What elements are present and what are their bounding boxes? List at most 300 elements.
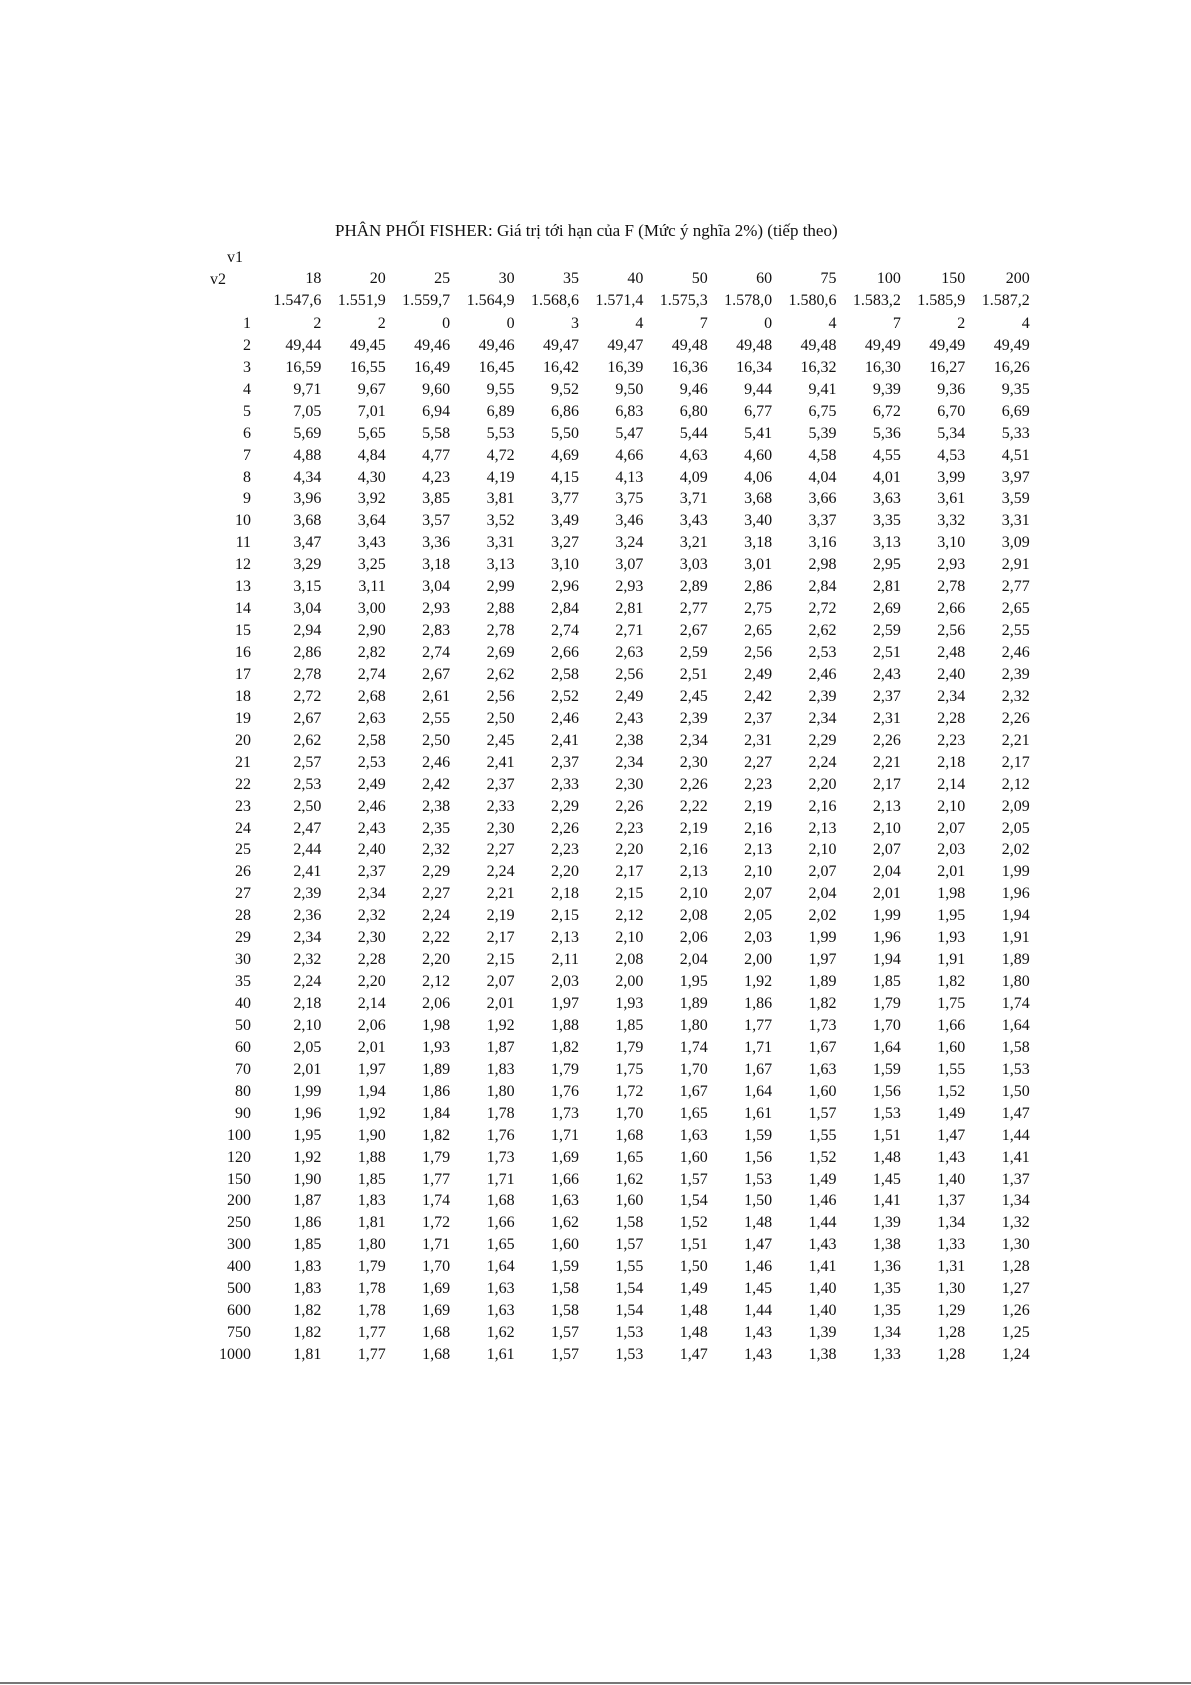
- table-row: [211, 686, 1030, 708]
- table-cell: 1,54: [679, 1192, 708, 1210]
- table-cell: 6,77: [744, 402, 773, 420]
- table-cell: 1,70: [422, 1258, 451, 1276]
- column-subheader: 1.585,9: [917, 292, 966, 309]
- table-cell: 1,99: [1001, 863, 1030, 881]
- table-cell: 1,92: [744, 973, 773, 991]
- table-cell: 1,32: [1001, 1214, 1030, 1232]
- table-cell: 2,93: [615, 578, 644, 596]
- table-cell: 3: [570, 314, 579, 332]
- table-cell: 4,51: [1001, 446, 1030, 464]
- table-cell: 9,41: [808, 380, 837, 398]
- table-row: [211, 445, 1030, 467]
- table-cell: 4,01: [872, 468, 901, 486]
- table-cell: 1,30: [1001, 1236, 1030, 1254]
- table-row: [211, 1081, 1030, 1103]
- table-cell: 2,23: [615, 819, 644, 837]
- table-cell: 1,37: [937, 1192, 966, 1210]
- table-cell: 1,60: [808, 1082, 837, 1100]
- table-cell: 2,06: [422, 995, 451, 1013]
- table-row: [211, 1103, 1030, 1125]
- table-cell: 2,06: [357, 1016, 386, 1034]
- table-cell: 1,81: [357, 1214, 386, 1232]
- table-cell: 3,36: [422, 534, 451, 552]
- table-cell: 3,97: [1001, 468, 1030, 486]
- table-cell: 2,55: [422, 709, 451, 727]
- table-cell: 1,80: [679, 1016, 708, 1034]
- table-cell: 1,86: [422, 1082, 451, 1100]
- table-cell: 1,77: [357, 1346, 386, 1364]
- table-cell: 1,51: [872, 1126, 901, 1144]
- table-cell: 1,31: [937, 1258, 966, 1276]
- table-cell: 1,98: [422, 1016, 451, 1034]
- table-cell: 1,68: [615, 1126, 644, 1144]
- table-cell: 2,37: [872, 687, 901, 705]
- table-cell: 3,68: [293, 512, 322, 530]
- table-cell: 2,46: [550, 709, 579, 727]
- table-cell: 1,49: [679, 1280, 708, 1298]
- table-cell: 2,20: [615, 841, 644, 859]
- row-v2-label: 400: [227, 1258, 251, 1276]
- table-cell: 1,70: [679, 1060, 708, 1078]
- table-cell: 2,29: [808, 731, 837, 749]
- table-row: [211, 1322, 1030, 1344]
- table-row: [211, 467, 1030, 489]
- table-cell: 1,49: [937, 1104, 966, 1122]
- table-cell: 3,85: [422, 490, 451, 508]
- table-cell: 1,80: [486, 1082, 515, 1100]
- table-cell: 2,14: [937, 775, 966, 793]
- table-cell: 2,11: [551, 951, 579, 969]
- table-cell: 1,60: [550, 1236, 579, 1254]
- table-cell: 1,67: [808, 1038, 837, 1056]
- table-cell: 2,08: [679, 907, 708, 925]
- table-cell: 3,92: [357, 490, 386, 508]
- table-cell: 2,20: [357, 973, 386, 991]
- table-cell: 2,18: [937, 753, 966, 771]
- table-row: [211, 927, 1030, 949]
- table-cell: 2,56: [486, 687, 515, 705]
- table-cell: 6,83: [615, 402, 644, 420]
- table-cell: 1,68: [486, 1192, 515, 1210]
- table-cell: 1,24: [1001, 1346, 1030, 1364]
- table-cell: 2,19: [744, 797, 773, 815]
- table-cell: 1,48: [872, 1148, 901, 1166]
- table-cell: 2,05: [1001, 819, 1030, 837]
- table-cell: 4,60: [744, 446, 773, 464]
- table-cell: 1,99: [872, 907, 901, 925]
- table-cell: 2,67: [293, 709, 322, 727]
- table-cell: 7,05: [293, 402, 322, 420]
- table-cell: 3,49: [550, 512, 579, 530]
- table-cell: 1,40: [937, 1170, 966, 1188]
- table-cell: 1,53: [744, 1170, 773, 1188]
- table-cell: 1,75: [615, 1060, 644, 1078]
- table-cell: 1,76: [550, 1082, 579, 1100]
- table-cell: 4,13: [615, 468, 644, 486]
- row-v2-label: 27: [235, 885, 251, 903]
- table-cell: 1,70: [872, 1016, 901, 1034]
- table-cell: 2,39: [679, 709, 708, 727]
- table-cell: 1,62: [486, 1324, 515, 1342]
- table-cell: 1,69: [550, 1148, 579, 1166]
- table-cell: 2,58: [550, 665, 579, 683]
- table-row: [211, 1191, 1030, 1213]
- table-cell: 1,62: [550, 1214, 579, 1232]
- column-header: 150: [941, 270, 966, 287]
- table-cell: 1,43: [937, 1148, 966, 1166]
- table-cell: 2,75: [744, 600, 773, 618]
- table-cell: 1,58: [550, 1280, 579, 1298]
- column-subheader: 1.580,6: [788, 292, 837, 309]
- table-cell: 3,04: [422, 578, 451, 596]
- table-cell: 2,07: [744, 885, 773, 903]
- table-cell: 1,74: [422, 1192, 451, 1210]
- table-cell: 1,77: [422, 1170, 451, 1188]
- table-cell: 2,22: [679, 797, 708, 815]
- row-v2-label: 10: [235, 512, 251, 530]
- column-header-row: [257, 270, 1030, 288]
- table-cell: 2,21: [872, 753, 901, 771]
- row-v2-label: 60: [235, 1038, 251, 1056]
- row-v2-label: 28: [235, 907, 251, 925]
- table-cell: 2,37: [357, 863, 386, 881]
- table-cell: 1,43: [744, 1324, 773, 1342]
- table-cell: 2,66: [937, 600, 966, 618]
- table-cell: 2,00: [615, 973, 644, 991]
- table-cell: 2,55: [1001, 622, 1030, 640]
- table-cell: 2,10: [679, 885, 708, 903]
- table-row: [211, 1169, 1030, 1191]
- table-cell: 1,57: [679, 1170, 708, 1188]
- table-cell: 2,26: [679, 775, 708, 793]
- table-cell: 1,60: [615, 1192, 644, 1210]
- table-cell: 2,39: [808, 687, 837, 705]
- table-cell: 4,19: [486, 468, 515, 486]
- table-cell: 2,26: [1001, 709, 1030, 727]
- table-cell: 4,55: [872, 446, 901, 464]
- table-cell: 1,60: [679, 1148, 708, 1166]
- table-cell: 1,82: [293, 1324, 322, 1342]
- table-cell: 2,02: [1001, 841, 1030, 859]
- table-cell: 1,97: [550, 995, 579, 1013]
- table-cell: 2,41: [486, 753, 515, 771]
- table-cell: 2,88: [486, 600, 515, 618]
- table-cell: 2,03: [937, 841, 966, 859]
- table-cell: 1,96: [872, 929, 901, 947]
- table-cell: 2,82: [357, 644, 386, 662]
- table-cell: 16,55: [349, 358, 386, 376]
- table-cell: 1,43: [744, 1346, 773, 1364]
- table-cell: 16,59: [285, 358, 322, 376]
- row-v2-label: 120: [227, 1148, 251, 1166]
- table-cell: 1,57: [808, 1104, 837, 1122]
- table-row: [211, 598, 1030, 620]
- column-header: 30: [498, 270, 515, 287]
- table-cell: 1,61: [744, 1104, 773, 1122]
- table-cell: 1,59: [872, 1060, 901, 1078]
- table-cell: 2,41: [293, 863, 322, 881]
- table-cell: 2,56: [937, 622, 966, 640]
- table-cell: 2,24: [808, 753, 837, 771]
- column-subheader: 1.559,7: [402, 292, 451, 309]
- table-cell: 5,50: [550, 424, 579, 442]
- table-cell: 2,62: [808, 622, 837, 640]
- table-cell: 1,57: [550, 1346, 579, 1364]
- table-row: [211, 642, 1030, 664]
- table-cell: 2,99: [486, 578, 515, 596]
- table-cell: 1,44: [744, 1302, 773, 1320]
- table-cell: 1,92: [357, 1104, 386, 1122]
- table-cell: 3,43: [357, 534, 386, 552]
- table-cell: 1,79: [872, 995, 901, 1013]
- table-cell: 16,26: [993, 358, 1030, 376]
- table-cell: 2,18: [550, 885, 579, 903]
- table-cell: 1,89: [679, 995, 708, 1013]
- row-v2-label: 23: [235, 797, 251, 815]
- table-cell: 2,20: [550, 863, 579, 881]
- table-cell: 1,79: [550, 1060, 579, 1078]
- table-cell: 3,40: [744, 512, 773, 530]
- table-cell: 16,49: [414, 358, 451, 376]
- table-cell: 9,60: [422, 380, 451, 398]
- table-cell: 1,48: [679, 1302, 708, 1320]
- table-cell: 2,89: [679, 578, 708, 596]
- table-cell: 1,57: [615, 1236, 644, 1254]
- table-cell: 2,84: [550, 600, 579, 618]
- table-cell: 2,81: [615, 600, 644, 618]
- table-cell: 3,09: [1001, 534, 1030, 552]
- table-cell: 1,62: [615, 1170, 644, 1188]
- table-cell: 16,30: [864, 358, 901, 376]
- table-cell: 1,37: [1001, 1170, 1030, 1188]
- table-cell: 1,98: [937, 885, 966, 903]
- table-cell: 5,34: [937, 424, 966, 442]
- table-cell: 3,43: [679, 512, 708, 530]
- table-cell: 2,72: [293, 687, 322, 705]
- table-cell: 3,52: [486, 512, 515, 530]
- table-cell: 0: [506, 314, 515, 332]
- table-cell: 2,07: [486, 973, 515, 991]
- table-cell: 7,01: [357, 402, 386, 420]
- table-cell: 2,12: [1001, 775, 1030, 793]
- table-row: [211, 620, 1030, 642]
- table-cell: 3,61: [937, 490, 966, 508]
- table-row: [211, 708, 1030, 730]
- table-cell: 1,78: [357, 1302, 386, 1320]
- column-subheader-row: [257, 292, 1030, 310]
- table-cell: 6,69: [1001, 402, 1030, 420]
- table-cell: 5,39: [808, 424, 837, 442]
- table-cell: 2,01: [872, 885, 901, 903]
- column-subheader: 1.564,9: [466, 292, 515, 309]
- table-cell: 2,56: [615, 665, 644, 683]
- table-row: [211, 818, 1030, 840]
- table-cell: 2,46: [357, 797, 386, 815]
- table-cell: 2,39: [293, 885, 322, 903]
- table-cell: 2,10: [744, 863, 773, 881]
- table-cell: 1,40: [808, 1280, 837, 1298]
- row-v2-label: 9: [243, 490, 251, 508]
- table-cell: 1,53: [872, 1104, 901, 1122]
- table-cell: 1,92: [486, 1016, 515, 1034]
- table-cell: 2,10: [293, 1016, 322, 1034]
- table-cell: 2,12: [615, 907, 644, 925]
- table-cell: 1,60: [937, 1038, 966, 1056]
- table-cell: 3,71: [679, 490, 708, 508]
- table-cell: 1,96: [1001, 885, 1030, 903]
- table-cell: 2,13: [808, 819, 837, 837]
- table-cell: 1,77: [357, 1324, 386, 1342]
- table-cell: 6,94: [422, 402, 451, 420]
- table-cell: 4,58: [808, 446, 837, 464]
- table-row: [211, 1125, 1030, 1147]
- table-cell: 1,46: [744, 1258, 773, 1276]
- table-row: [211, 730, 1030, 752]
- table-cell: 4,77: [422, 446, 451, 464]
- table-cell: 2,10: [615, 929, 644, 947]
- table-cell: 1,68: [422, 1346, 451, 1364]
- table-cell: 2,37: [550, 753, 579, 771]
- table-cell: 49,46: [414, 336, 451, 354]
- table-cell: 2,46: [1001, 644, 1030, 662]
- table-cell: 4,06: [744, 468, 773, 486]
- table-row: [211, 510, 1030, 532]
- row-v2-label: 19: [235, 709, 251, 727]
- table-cell: 2,66: [550, 644, 579, 662]
- table-cell: 1,61: [486, 1346, 515, 1364]
- table-row: [211, 1278, 1030, 1300]
- table-cell: 1,45: [744, 1280, 773, 1298]
- table-cell: 2,31: [744, 731, 773, 749]
- table-cell: 49,49: [929, 336, 966, 354]
- column-subheader: 1.583,2: [852, 292, 901, 309]
- table-cell: 49,49: [993, 336, 1030, 354]
- page-bottom-rule: [0, 1682, 1191, 1684]
- table-cell: 1,44: [808, 1214, 837, 1232]
- table-cell: 1,29: [937, 1302, 966, 1320]
- table-cell: 1,73: [486, 1148, 515, 1166]
- table-cell: 1,85: [615, 1016, 644, 1034]
- table-cell: 2,43: [615, 709, 644, 727]
- row-v2-label: 24: [235, 819, 251, 837]
- table-cell: 3,21: [679, 534, 708, 552]
- table-cell: 3,47: [293, 534, 322, 552]
- table-cell: 2,22: [422, 929, 451, 947]
- table-cell: 2,32: [1001, 687, 1030, 705]
- table-cell: 1,82: [937, 973, 966, 991]
- table-cell: 1,36: [872, 1258, 901, 1276]
- table-cell: 2,20: [422, 951, 451, 969]
- table-row: [211, 664, 1030, 686]
- table-cell: 1,82: [293, 1302, 322, 1320]
- table-cell: 2,34: [808, 709, 837, 727]
- table-row: [211, 1212, 1030, 1234]
- table-cell: 2,81: [872, 578, 901, 596]
- table-cell: 7: [699, 314, 708, 332]
- table-cell: 2,01: [486, 995, 515, 1013]
- table-cell: 6,86: [550, 402, 579, 420]
- table-cell: 2,62: [486, 665, 515, 683]
- table-cell: 1,82: [422, 1126, 451, 1144]
- table-cell: 1,48: [744, 1214, 773, 1232]
- table-cell: 5,47: [615, 424, 644, 442]
- row-v2-label: 4: [243, 380, 251, 398]
- column-header: 35: [562, 270, 579, 287]
- table-cell: 1,99: [293, 1082, 322, 1100]
- table-cell: 1,56: [744, 1148, 773, 1166]
- table-cell: 2,27: [744, 753, 773, 771]
- table-cell: 2,19: [679, 819, 708, 837]
- table-cell: 2,26: [872, 731, 901, 749]
- row-v2-label: 6: [243, 424, 251, 442]
- table-cell: 1,83: [293, 1280, 322, 1298]
- table-cell: 1,90: [293, 1170, 322, 1188]
- table-cell: 1,83: [293, 1258, 322, 1276]
- table-cell: 1,53: [615, 1346, 644, 1364]
- table-cell: 1,71: [422, 1236, 451, 1254]
- table-cell: 3,11: [358, 578, 386, 596]
- v1-label: v1: [227, 249, 243, 266]
- table-cell: 2,42: [422, 775, 451, 793]
- table-cell: 5,53: [486, 424, 515, 442]
- row-v2-label: 1000: [219, 1346, 251, 1364]
- table-cell: 4,53: [937, 446, 966, 464]
- table-cell: 2,42: [744, 687, 773, 705]
- table-cell: 1,67: [744, 1060, 773, 1078]
- table-cell: 1,71: [744, 1038, 773, 1056]
- table-cell: 2,00: [744, 951, 773, 969]
- table-cell: 1,66: [550, 1170, 579, 1188]
- table-cell: 2,24: [486, 863, 515, 881]
- table-cell: 1,89: [1001, 951, 1030, 969]
- table-cell: 6,80: [679, 402, 708, 420]
- table-cell: 1,80: [357, 1236, 386, 1254]
- table-cell: 1,64: [486, 1258, 515, 1276]
- table-cell: 1,72: [422, 1214, 451, 1232]
- table-cell: 1,50: [1001, 1082, 1030, 1100]
- column-subheader: 1.578,0: [724, 292, 773, 309]
- table-row: [211, 1300, 1030, 1322]
- table-cell: 2,63: [357, 709, 386, 727]
- table-cell: 1,47: [744, 1236, 773, 1254]
- table-cell: 2,28: [357, 951, 386, 969]
- column-subheader: 1.551,9: [337, 292, 386, 309]
- table-row: [211, 1234, 1030, 1256]
- table-cell: 2,37: [744, 709, 773, 727]
- table-row: [211, 949, 1030, 971]
- table-cell: 1,47: [937, 1126, 966, 1144]
- row-v2-label: 18: [235, 687, 251, 705]
- table-cell: 2,67: [422, 665, 451, 683]
- table-cell: 2,01: [357, 1038, 386, 1056]
- table-cell: 2,91: [1001, 556, 1030, 574]
- table-cell: 6,70: [937, 402, 966, 420]
- table-cell: 1,83: [357, 1192, 386, 1210]
- table-cell: 2,45: [679, 687, 708, 705]
- table-cell: 1,54: [615, 1280, 644, 1298]
- table-cell: 1,78: [486, 1104, 515, 1122]
- table-cell: 2,63: [615, 644, 644, 662]
- table-cell: 1,84: [422, 1104, 451, 1122]
- column-header: 20: [369, 270, 386, 287]
- table-cell: 49,47: [542, 336, 579, 354]
- table-cell: 1,25: [1001, 1324, 1030, 1342]
- table-row: [211, 554, 1030, 576]
- table-cell: 1,55: [808, 1126, 837, 1144]
- table-cell: 2,37: [486, 775, 515, 793]
- table-cell: 1,59: [550, 1258, 579, 1276]
- table-cell: 2,39: [1001, 665, 1030, 683]
